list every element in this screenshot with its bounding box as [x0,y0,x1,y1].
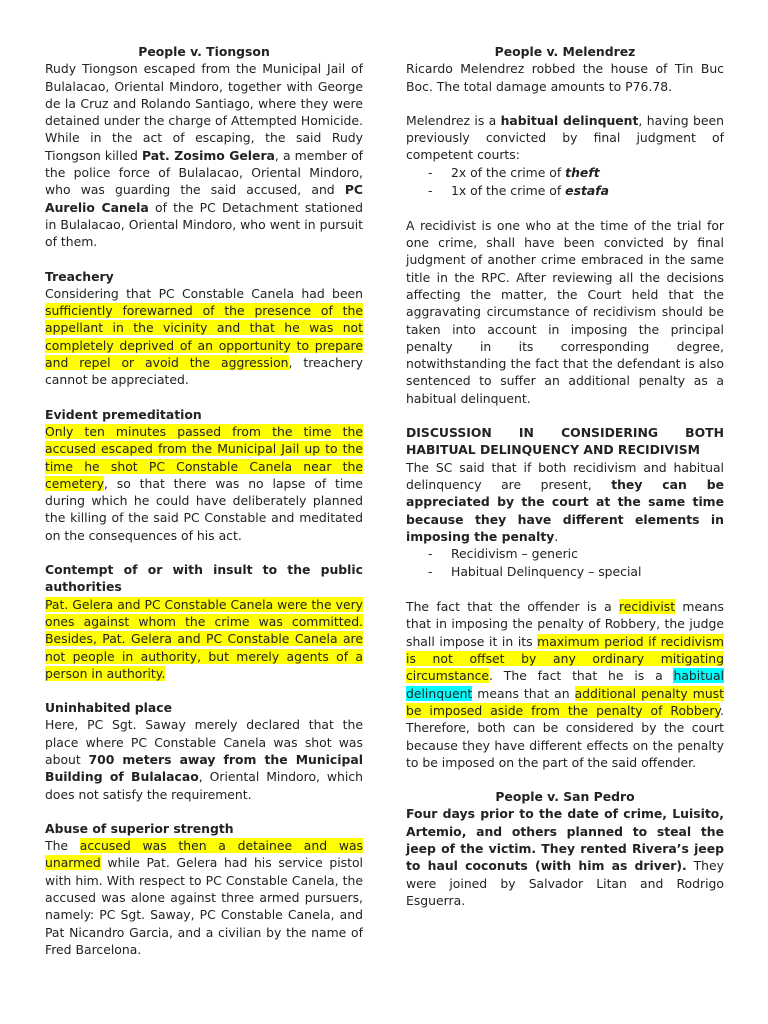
abuse-pre: The [45,838,80,854]
contempt-text [45,596,363,682]
tiongson-facts-text-3: of the PC Detachment stationed in Bulalacao, Oriental Mindoro, who went in pursuit of them. [45,199,363,250]
fact-text-4: means that an [472,685,575,701]
aggravating-types-list [406,545,724,581]
san-pedro-bold: Four days prior to the date of crime, Luisito, Artemio, and others planned to steal the jeep of the victim. They rented Rivera’s jeep to haul coconuts (with him as driver). [406,806,724,874]
abuse-text [45,837,363,958]
uninhabited-bold: 700 meters away from the Municipal Building of Bulalacao [45,751,363,785]
case-title-san-pedro: People v. San Pedro [495,789,635,805]
list-item-text: 1x of the crime of [451,182,566,198]
melendrez-habitual [406,112,724,164]
discussion-pre: The SC said that if both recidivism and habitual delinquency are present, [406,459,724,492]
abuse-post: while Pat. Gelera had his service pistol with him. With respect to PC Constable Canela, the accused was alone against three armed pursuers, namely: PC Sgt. Saway, PC Constable Canela, and Pat Nicandro Garcia, and a civilian by the name of Fred Barcelona. [45,855,363,957]
discussion-bold: they can be appreciated by the court at the same time because they have different elements in imposing the penalty [406,476,724,544]
tiongson-facts-text-1: Rudy Tiongson escaped from the Municipal Jail of Bulalacao, Oriental Mindoro, together with George de la Cruz and Rolando Santiago, where they were detained under the charge of Attempted Homicide. While in the act of escaping, the said Rudy Tiongson killed [45,61,363,163]
habitual-post: , having been previously convicted by final judgment of competent courts: [406,112,724,163]
treachery-post: , treachery cannot be appreciated. [45,355,363,388]
list-item [428,164,724,182]
list-item: - Habitual Delinquency – special [428,563,724,581]
fact-text-3: . The fact that he is a [489,668,674,684]
tiongson-facts [45,60,363,250]
fact-highlight-recidivist: recidivist [618,599,676,615]
fact-highlight-maximum: maximum period if recidivism is not offset by any ordinary mitigating circumstance [406,633,724,684]
treachery-highlight: sufficiently forewarned of the presence of the appellant in the vicinity and that he was not completely deprived of an opportunity to prepare and repel or avoid the aggression [45,303,363,371]
crime-name: estafa [565,182,609,198]
left-column [45,43,363,958]
victim-name-2: PC Aurelio Canela [45,182,363,215]
san-pedro-facts [406,805,724,909]
victim-name-1: Pat. Zosimo Gelera [142,147,275,163]
treachery-text [45,285,363,389]
uninhabited-text [45,716,363,802]
list-item: - Recidivism – generic [428,545,724,563]
discussion-text [406,459,724,545]
fact-paragraph [406,598,724,771]
fact-highlight-habitual: habitual delinquent [406,668,724,701]
fact-highlight-additional: additional penalty must be imposed aside from the penalty of Robbery [406,685,724,718]
convictions-list [406,164,724,200]
evident-highlight: Only ten minutes passed from the time the accused escaped from the Municipal Jail up to the time he shot PC Constable Canela near the cemetery [45,423,363,491]
heading-uninhabited: Uninhabited place [45,700,172,716]
treachery-pre: Considering that PC Constable Canela had been [45,285,363,301]
right-column [406,43,724,909]
uninhabited-post: , Oriental Mindoro, which does not satisfy the requirement. [45,769,363,802]
list-item-text: 2x of the crime of [451,164,566,180]
fact-text-1: The fact that the offender is a [406,599,619,615]
melendrez-facts: Ricardo Melendrez robbed the house of Tin Buc Boc. The total damage amounts to P76.78. [406,61,724,94]
list-item [428,182,724,200]
fact-text-2: means that in imposing the penalty of Robbery, the judge shall impose it in its [406,599,724,649]
evident-post: , so that there was no lapse of time during which he could have deliberately planned the killing of the said PC Constable and meditated on the consequences of his act. [45,475,363,543]
heading-evident-premeditation: Evident premeditation [45,406,202,422]
abuse-highlight: accused was then a detainee and was unarmed [45,838,363,871]
contempt-highlight: Pat. Gelera and PC Constable Canela were the very ones against whom the crime was committed. Besides, Pat. Gelera and PC Constable Canela are not people in authority, but merely agents of a person in authority. [45,596,363,681]
recidivist-definition: A recidivist is one who at the time of the trial for one crime, shall have been convicted by final judgment of another crime embraced in the same title in the RPC. After reviewing all the decisions affecting the matter, the Court held that the aggravating circumstance of recidivism should be taken into account in imposing the principal penalty in its corresponding degree, notwithstanding the fact that the defendant is also sentenced to suffer an additional penalty as a habitual delinquent. [406,217,724,406]
crime-name: theft [565,164,600,180]
fact-text-5: . Therefore, both can be considered by the court because they have different effects on the penalty to be imposed on the part of the said offender. [406,702,724,770]
case-title-tiongson: People v. Tiongson [138,44,270,59]
discussion-heading-line1: DISCUSSION IN CONSIDERING BOTH [406,425,724,441]
heading-treachery: Treachery [45,268,114,284]
habitual-pre: Melendrez is a [406,112,501,128]
discussion-post: . [554,528,559,544]
uninhabited-pre: Here, PC Sgt. Saway merely declared that the place where PC Constable Canela was shot was about [45,717,363,767]
heading-contempt: Contempt of or with insult to the public authorities [45,562,363,595]
case-title-melendrez: People v. Melendrez [494,44,636,59]
tiongson-facts-text-2: , a member of the police force of Bulalacao, Oriental Mindoro, who was guarding the said accused, and [45,147,364,198]
evident-text [45,423,363,544]
discussion-heading-line2: HABITUAL DELINQUENCY AND RECIDIVISM [406,442,700,458]
heading-abuse: Abuse of superior strength [45,820,234,836]
habitual-bold: habitual delinquent [500,112,639,128]
san-pedro-post: They were joined by Salvador Litan and Rodrigo Esguerra. [406,858,724,908]
